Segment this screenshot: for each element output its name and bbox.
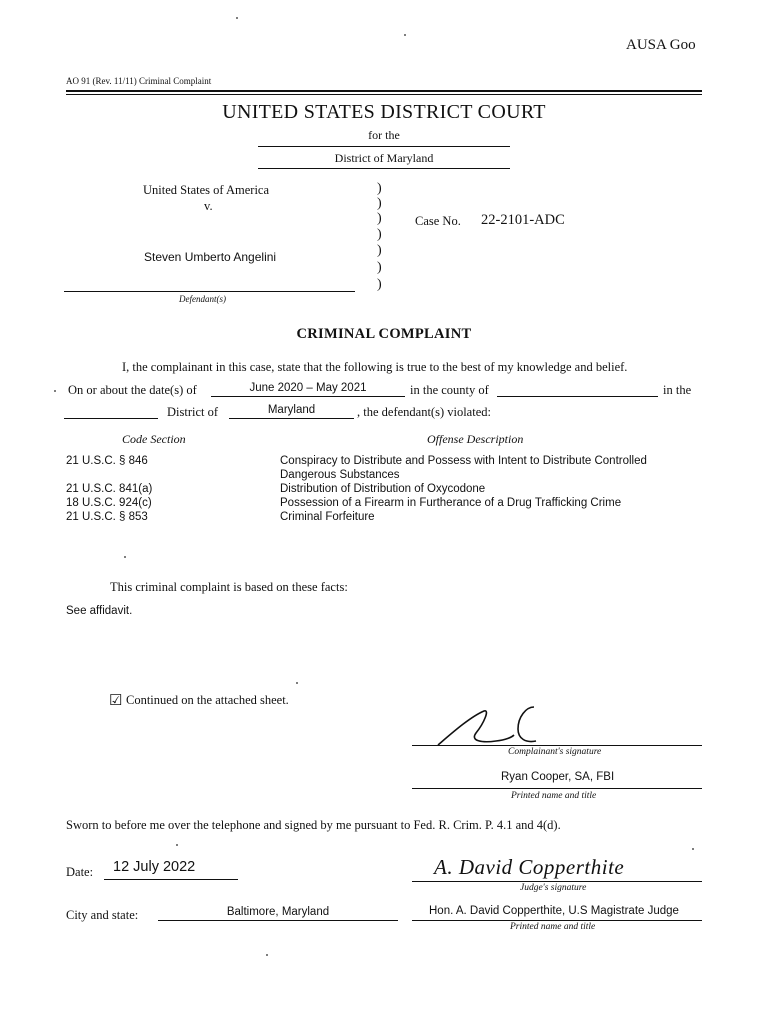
form-id: AO 91 (Rev. 11/11) Criminal Complaint — [66, 76, 212, 86]
judge-printed-name: Hon. A. David Copperthite, U.S Magistrate Judge — [429, 905, 679, 917]
district-prefix-field — [64, 403, 158, 419]
district-rule-bottom — [258, 168, 510, 169]
header-rule-top — [66, 90, 702, 92]
case-no-label: Case No. — [415, 214, 461, 228]
table-row-code: 21 U.S.C. § 846 — [66, 455, 148, 467]
district-rule-top — [258, 146, 510, 147]
dates-prefix: On or about the date(s) of — [68, 383, 197, 397]
sworn-statement: Sworn to before me over the telephone and signed by me pursuant to Fed. R. Crim. P. 4.1 and 4(d). — [66, 818, 561, 832]
judge-printed-label: Printed name and title — [510, 922, 596, 932]
county-field — [497, 381, 658, 397]
versus: v. — [204, 199, 213, 213]
table-row-code: 21 U.S.C. 841(a) — [66, 483, 153, 495]
defendant-label: Defendant(s) — [179, 294, 226, 304]
city-state-field: Baltimore, Maryland — [158, 905, 398, 921]
violated-text: , the defendant(s) violated: — [357, 405, 491, 419]
header-rule-bottom — [66, 94, 702, 95]
page: AUSA Goo AO 91 (Rev. 11/11) Criminal Complaint UNITED STATES DISTRICT COURT for the District of Maryland United States of America v. Steven Umberto Angelini Defendant(s) ) ) ) ) ) ) ) Case No. 22-2101-ADC CRIMINAL COMPLAINT I, the complainant in this case, state that the following is true to the best of my knowledge and belief. On or about the date(s) of June 2020 – May 2021 in the county of in the District of Maryland , the defendant(s) violated: Code Section Offense Description 21 U.S.C. § 846 Conspiracy to Distribute and Possess with Intent to Distribute Controlled Dangerous Substances 21 U.S.C. 841(a) Distribution of Distribution of Oxycodone 18 U.S.C. 924(c) Possession of a Firearm in Furtherance of a Drug Trafficking Crime 21 U.S.C. § 853 Criminal Forfeiture This criminal complaint is based on these facts: See affidavit. ☑ Continued on the attached sheet. Complainant's signature Ryan Cooper, SA, FBI Printed name and title Sworn to before me over the telephone and signed by me pursuant to Fed. R. Crim. P. 4.1 and 4(d). Date: 12 July 2022 A. David Copperthite Judge's signature City and state: Baltimore, Maryland Hon. A. David Copperthite, U.S Magistrate Judge Printed name and title — [0, 0, 768, 1024]
judge-signature-label: Judge's signature — [520, 883, 587, 893]
table-row-desc: Conspiracy to Distribute and Possess with Intent to Distribute Controlled — [280, 455, 647, 467]
complaint-intro: I, the complainant in this case, state that the following is true to the best of my knowledge and belief. — [122, 360, 628, 374]
continued-checkbox[interactable]: ☑ — [109, 693, 123, 709]
court-name: UNITED STATES DISTRICT COURT — [222, 101, 546, 123]
table-row-desc: Distribution of Distribution of Oxycodone — [280, 483, 486, 495]
complainant-signature-rule — [412, 745, 702, 746]
complaint-title: CRIMINAL COMPLAINT — [296, 326, 472, 342]
judge-signature-rule — [412, 881, 702, 882]
complainant-signature-label: Complainant's signature — [508, 747, 602, 757]
case-number: 22-2101-ADC — [481, 212, 565, 228]
defendant-rule — [64, 291, 355, 292]
offense-description-header: Offense Description — [427, 432, 524, 446]
table-row-desc: Criminal Forfeiture — [280, 511, 375, 523]
date-label: Date: — [66, 865, 94, 879]
date-rule — [104, 879, 238, 880]
facts-label: This criminal complaint is based on these facts: — [110, 580, 348, 594]
facts-value: See affidavit. — [66, 605, 133, 617]
table-row-code: 21 U.S.C. § 853 — [66, 511, 148, 523]
complainant-printed-label: Printed name and title — [511, 791, 597, 801]
table-row-code: 18 U.S.C. 924(c) — [66, 497, 152, 509]
dates-field: June 2020 – May 2021 — [211, 381, 405, 397]
district-of-label: District of — [167, 405, 219, 419]
code-section-header: Code Section — [122, 432, 186, 446]
complainant-printed-name: Ryan Cooper, SA, FBI — [501, 771, 615, 783]
in-the: in the — [663, 383, 692, 397]
ausa-initials: AUSA Goo — [626, 37, 696, 53]
table-row-desc-continued: Dangerous Substances — [280, 469, 400, 481]
continued-text: Continued on the attached sheet. — [126, 693, 289, 707]
table-row-desc: Possession of a Firearm in Furtherance of a Drug Trafficking Crime — [280, 497, 622, 509]
judge-printed-rule — [412, 920, 702, 921]
county-label: in the county of — [410, 383, 489, 397]
complainant-printed-rule — [412, 788, 702, 789]
for-the: for the — [368, 128, 400, 142]
date-value: 12 July 2022 — [113, 859, 196, 875]
judge-signature-script: A. David Copperthite — [434, 855, 625, 879]
district-field: Maryland — [229, 403, 354, 419]
city-state-label: City and state: — [66, 908, 139, 922]
court-district: District of Maryland — [334, 151, 434, 165]
plaintiff-name: United States of America — [143, 183, 270, 197]
defendant-name: Steven Umberto Angelini — [144, 250, 277, 264]
